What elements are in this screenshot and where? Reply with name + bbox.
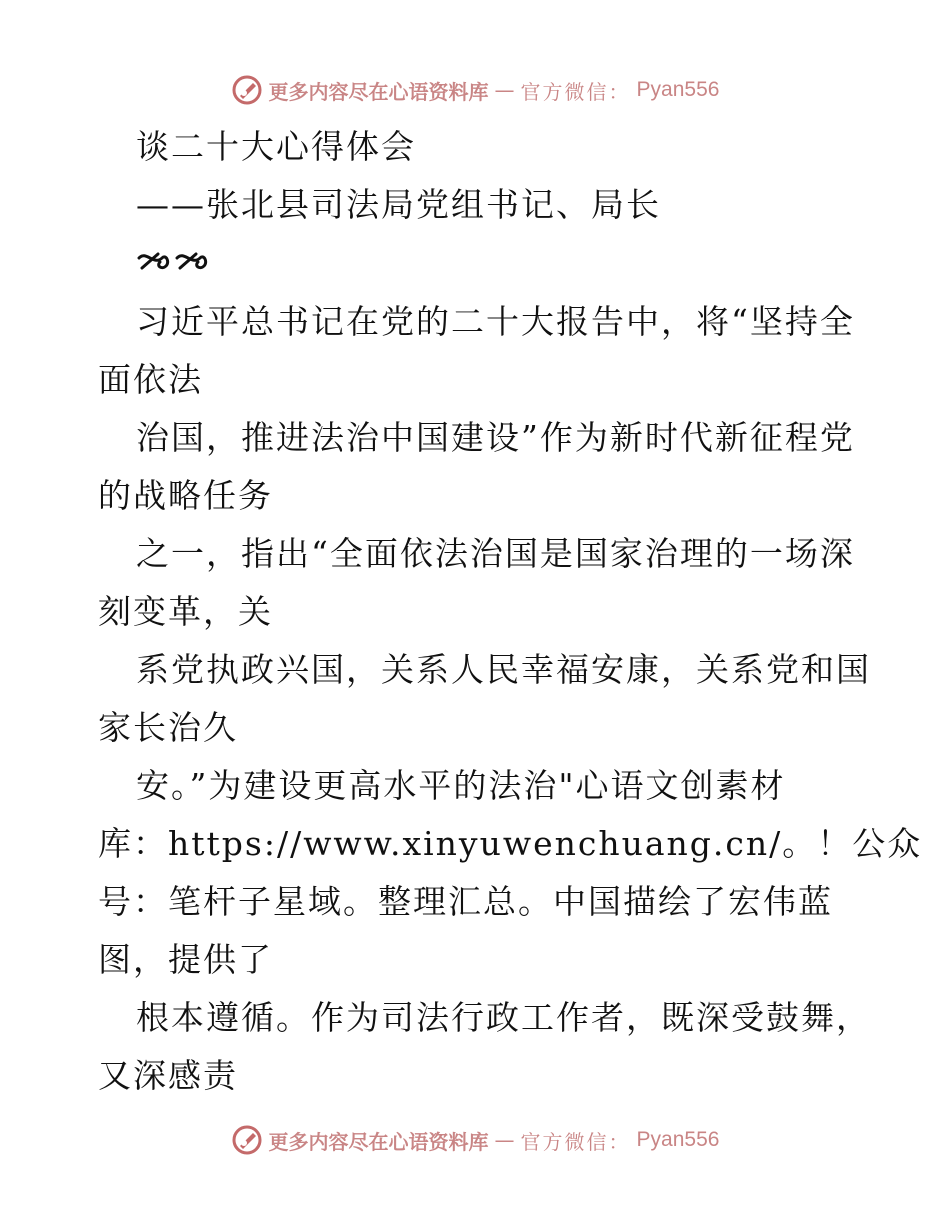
footer-watermark-banner xyxy=(0,1120,950,1160)
logo-icon xyxy=(231,1124,263,1156)
paragraph-line: 家长治久 xyxy=(98,708,238,747)
banner-dash: — xyxy=(494,78,515,102)
logo-icon xyxy=(231,74,263,106)
banner-text: 更多内容尽在心语资料库 xyxy=(268,1129,489,1154)
paragraph-line: 习近平总书记在党的二十大报告中，将“坚持全 xyxy=(136,302,855,341)
paragraph-line: 刻变革，关 xyxy=(98,592,273,631)
paragraph-line: 面依法 xyxy=(98,360,203,399)
banner-wechat-id: Pyan556 xyxy=(636,78,720,101)
document-title: 谈二十大心得体会 xyxy=(136,127,416,166)
paragraph-line: 库：https://www.xinyuwenchuang.cn/。！公众 xyxy=(98,824,923,863)
paragraph-line: 的战略任务 xyxy=(98,476,273,515)
paragraph-line: 又深感责 xyxy=(98,1056,238,1095)
banner-wechat-label: 官方微信： xyxy=(520,1129,631,1154)
paragraph-line: 治国，推进法治中国建设”作为新时代新征程党 xyxy=(136,418,855,457)
paragraph-line: 根本遵循。作为司法行政工作者，既深受鼓舞， xyxy=(136,998,871,1037)
paragraph-line: 安。”为建设更高水平的法治"心语文创素材 xyxy=(136,766,786,805)
paragraph-line: 之一，指出“全面依法治国是国家治理的一场深 xyxy=(136,534,855,573)
banner-dash: — xyxy=(494,1128,515,1152)
paragraph-line: 系党执政兴国，关系人民幸福安康，关系党和国 xyxy=(136,650,871,689)
banner-wechat-id: Pyan556 xyxy=(636,1128,720,1151)
document-subtitle: ——张北县司法局党组书记、局长 xyxy=(136,185,661,224)
banner-wechat-label: 官方微信： xyxy=(520,79,631,104)
ornament-flourish-icon xyxy=(136,248,212,278)
banner-text: 更多内容尽在心语资料库 xyxy=(268,79,489,104)
paragraph-line: 号：笔杆子星域。整理汇总。中国描绘了宏伟蓝 xyxy=(98,882,833,921)
header-watermark-banner xyxy=(0,70,950,110)
paragraph-line: 图，提供了 xyxy=(98,940,273,979)
